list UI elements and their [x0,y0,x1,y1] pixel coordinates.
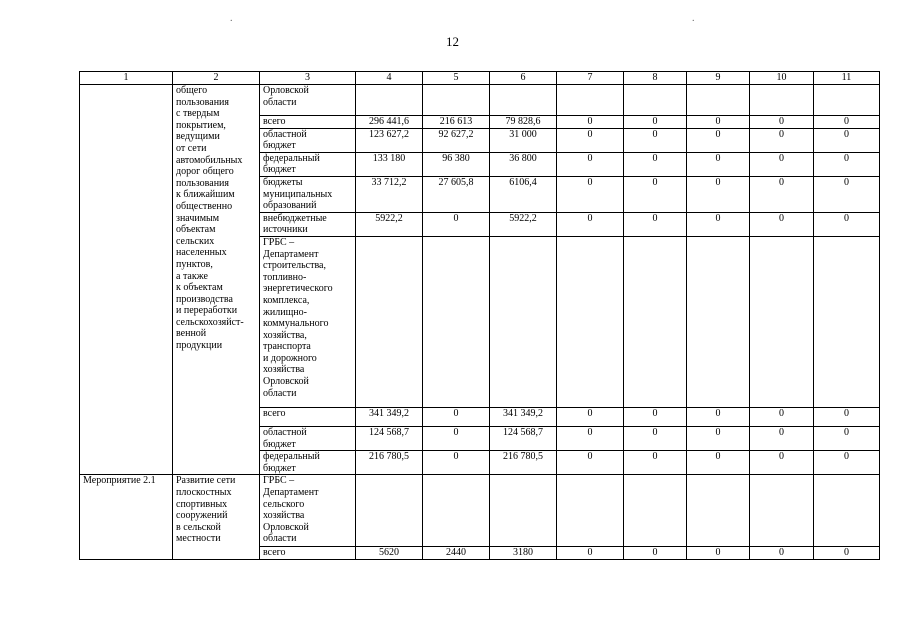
value-cell: 3180 [490,547,557,560]
value-cell: 0 [814,152,880,176]
value-cell: 0 [750,152,814,176]
value-cell: 0 [687,128,750,152]
empty-cell [423,475,490,547]
column-number-header: 8 [624,72,687,85]
source-label: бюджеты муниципальных образований [260,176,356,212]
column-number-header: 6 [490,72,557,85]
empty-cell [423,236,490,407]
empty-cell [490,475,557,547]
measure-id-cell: Мероприятие 2.1 [80,475,173,560]
grbs-label: ГРБС – Департамент строительства, топливно- энергетического комплекса, жилищно- коммунального хозяйства, транспорта и дорожного хозяйства Орловской области [260,236,356,407]
value-cell: 0 [687,426,750,450]
value-cell: 0 [557,407,624,426]
empty-cell [814,85,880,116]
value-cell: 0 [423,451,490,475]
value-cell: 0 [814,128,880,152]
value-cell: 0 [624,152,687,176]
value-cell: 96 380 [423,152,490,176]
source-label: федеральный бюджет [260,451,356,475]
value-cell: 0 [814,212,880,236]
source-label: всего [260,116,356,129]
value-cell: 0 [687,176,750,212]
value-cell: 0 [814,176,880,212]
value-cell: 123 627,2 [356,128,423,152]
measure-description: Развитие сети плоскостных спортивных сооружений в сельской местности [173,475,260,560]
column-number-header: 10 [750,72,814,85]
value-cell: 0 [687,451,750,475]
value-cell: 0 [624,426,687,450]
column-number-row [80,72,880,85]
value-cell: 31 000 [490,128,557,152]
value-cell: 216 613 [423,116,490,129]
empty-cell [557,236,624,407]
empty-cell [624,85,687,116]
value-cell: 0 [624,407,687,426]
value-cell: 5922,2 [490,212,557,236]
empty-cell [490,236,557,407]
value-cell: 0 [557,152,624,176]
value-cell: 0 [750,451,814,475]
grbs-row [80,475,880,547]
value-cell: 0 [687,152,750,176]
value-cell: 0 [423,426,490,450]
empty-cell [356,236,423,407]
value-cell: 216 780,5 [356,451,423,475]
value-cell: 0 [557,176,624,212]
value-cell: 0 [624,176,687,212]
source-label: внебюджетные источники [260,212,356,236]
value-cell: 92 627,2 [423,128,490,152]
value-cell: 124 568,7 [356,426,423,450]
column-number-header: 3 [260,72,356,85]
value-cell: 0 [814,407,880,426]
value-cell: 0 [750,116,814,129]
value-cell: 0 [750,426,814,450]
empty-cell [750,475,814,547]
column-number-header: 9 [687,72,750,85]
value-cell: 36 800 [490,152,557,176]
value-cell: 0 [814,426,880,450]
empty-cell [624,475,687,547]
empty-cell [814,236,880,407]
value-cell: 0 [557,547,624,560]
value-cell: 0 [750,407,814,426]
value-cell: 296 441,6 [356,116,423,129]
value-cell: 0 [687,547,750,560]
empty-cell [687,475,750,547]
value-cell: 5922,2 [356,212,423,236]
value-cell: 216 780,5 [490,451,557,475]
measure-description: общего пользования с твердым покрытием, ведущими от сети автомобильных дорог общего пользования к ближайшим общественно значимым объектам сельских населенных пунктов, а также к объектам производства и переработки сельскохозяйст- венной продукции [173,85,260,475]
value-cell: 0 [624,128,687,152]
value-cell: 0 [750,212,814,236]
source-label: федеральный бюджет [260,152,356,176]
value-cell: 0 [814,547,880,560]
value-cell: 0 [687,212,750,236]
value-cell: 5620 [356,547,423,560]
value-cell: 0 [423,212,490,236]
value-cell: 33 712,2 [356,176,423,212]
value-cell: 0 [750,128,814,152]
grbs-label: Орловской области [260,85,356,116]
empty-cell [814,475,880,547]
source-label: областной бюджет [260,426,356,450]
value-cell: 0 [557,128,624,152]
value-cell: 341 349,2 [356,407,423,426]
empty-cell [490,85,557,116]
value-cell: 0 [624,116,687,129]
grbs-label: ГРБС – Департамент сельского хозяйства Орловской области [260,475,356,547]
empty-cell [624,236,687,407]
empty-cell [750,85,814,116]
value-cell: 0 [687,407,750,426]
empty-cell [423,85,490,116]
column-number-header: 4 [356,72,423,85]
source-label: областной бюджет [260,128,356,152]
value-cell: 0 [557,116,624,129]
value-cell: 2440 [423,547,490,560]
scan-speck: . [230,13,233,24]
value-cell: 0 [624,547,687,560]
column-number-header: 7 [557,72,624,85]
empty-cell [687,85,750,116]
source-label: всего [260,407,356,426]
value-cell: 0 [814,451,880,475]
value-cell: 0 [750,176,814,212]
value-cell: 0 [557,451,624,475]
empty-cell [356,475,423,547]
value-cell: 79 828,6 [490,116,557,129]
value-cell: 0 [624,451,687,475]
empty-cell [687,236,750,407]
value-cell: 0 [557,426,624,450]
empty-cell [557,475,624,547]
value-cell: 133 180 [356,152,423,176]
value-cell: 6106,4 [490,176,557,212]
grbs-row [80,85,880,116]
value-cell: 27 605,8 [423,176,490,212]
measure-id-cell [80,85,173,475]
value-cell: 0 [624,212,687,236]
value-cell: 0 [557,212,624,236]
source-label: всего [260,547,356,560]
value-cell: 0 [423,407,490,426]
value-cell: 0 [687,116,750,129]
value-cell: 0 [814,116,880,129]
column-number-header: 1 [80,72,173,85]
value-cell: 124 568,7 [490,426,557,450]
scan-speck: . [692,13,695,24]
page-number: 12 [446,34,459,49]
column-number-header: 2 [173,72,260,85]
empty-cell [750,236,814,407]
column-number-header: 11 [814,72,880,85]
empty-cell [557,85,624,116]
column-number-header: 5 [423,72,490,85]
value-cell: 0 [750,547,814,560]
value-cell: 341 349,2 [490,407,557,426]
funding-table [79,71,880,560]
empty-cell [356,85,423,116]
